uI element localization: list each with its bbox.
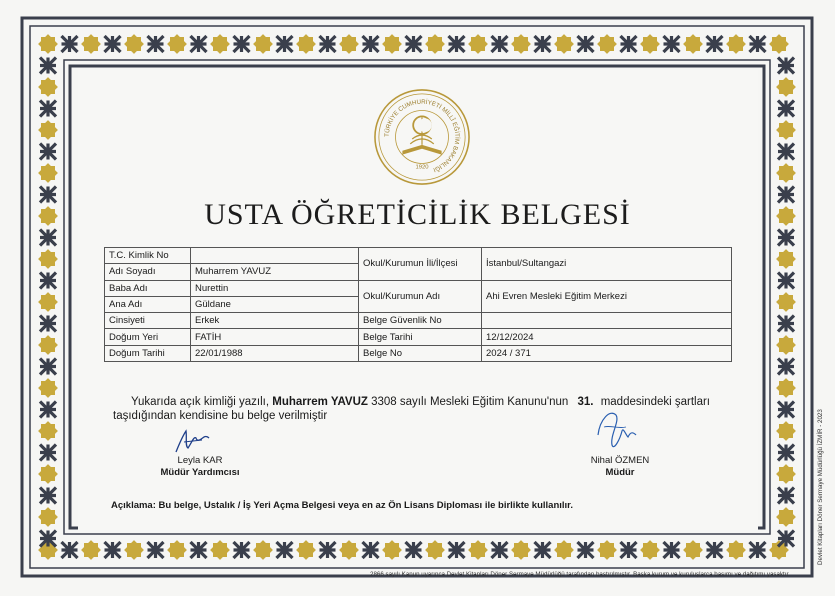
page-title: USTA ÖĞRETİCİLİK BELGESİ [204, 198, 631, 231]
statement-name: Muharrem YAVUZ [272, 396, 368, 408]
school-city-value: İstanbul/Sultangazi [482, 248, 732, 281]
birthplace-value: FATİH [191, 329, 359, 345]
border-knot-ornament [449, 542, 465, 558]
border-star-ornament [776, 249, 796, 269]
border-knot-ornament [778, 488, 794, 504]
border-knot-ornament [406, 36, 422, 52]
mother-value: Güldane [191, 296, 359, 312]
border-knot-ornament [778, 445, 794, 461]
border-star-ornament [776, 335, 796, 355]
border-knot-ornament [148, 542, 164, 558]
birthdate-value: 22/01/1988 [191, 345, 359, 361]
border-star-ornament [468, 34, 488, 54]
border-star-ornament [554, 34, 574, 54]
border-star-ornament [167, 540, 187, 560]
border-knot-ornament [664, 542, 680, 558]
tc-label: T.C. Kimlik No [105, 248, 191, 264]
border-star-ornament [167, 34, 187, 54]
left-signatory-name: Leyla KAR [177, 455, 223, 466]
border-star-ornament [776, 120, 796, 140]
date-label: Belge Tarihi [359, 329, 482, 345]
border-star-ornament [38, 292, 58, 312]
border-star-ornament [38, 378, 58, 398]
border-star-ornament [511, 540, 531, 560]
table-row [105, 313, 732, 329]
border-knot-ornament [40, 359, 56, 375]
mother-label: Ana Adı [105, 296, 191, 312]
table-row [105, 280, 732, 296]
border-knot-ornament [778, 273, 794, 289]
right-signature [592, 405, 642, 453]
border-star-ornament [683, 34, 703, 54]
border-star-ornament [640, 34, 660, 54]
border-star-ornament [38, 249, 58, 269]
border-star-ornament [253, 34, 273, 54]
border-knot-ornament [778, 58, 794, 74]
border-knot-ornament [148, 36, 164, 52]
border-knot-ornament [750, 36, 766, 52]
tc-value [191, 248, 359, 264]
border-star-ornament [38, 120, 58, 140]
border-knot-ornament [40, 273, 56, 289]
birthdate-label: Doğum Tarihi [105, 345, 191, 361]
border-knot-ornament [363, 542, 379, 558]
border-star-ornament [253, 540, 273, 560]
border-star-ornament [425, 34, 445, 54]
border-star-ornament [38, 464, 58, 484]
border-star-ornament [296, 34, 316, 54]
border-star-ornament [776, 378, 796, 398]
border-knot-ornament [492, 36, 508, 52]
border-knot-ornament [320, 542, 336, 558]
border-knot-ornament [40, 488, 56, 504]
border-star-ornament [597, 34, 617, 54]
side-text: Devlet Kitapları Döner Sermaye Müdürlüğü İZMİR - 2023 [817, 409, 824, 565]
border-star-ornament [296, 540, 316, 560]
border-star-ornament [726, 34, 746, 54]
border-star-ornament [769, 34, 789, 54]
border-star-ornament [776, 421, 796, 441]
border-knot-ornament [535, 36, 551, 52]
school-name-value: Ahi Evren Mesleki Eğitim Merkezi [482, 280, 732, 313]
document-no-value: 2024 / 371 [482, 345, 732, 361]
border-knot-ornament [578, 542, 594, 558]
border-star-ornament [640, 540, 660, 560]
border-star-ornament [511, 34, 531, 54]
table-row [105, 248, 732, 264]
border-star-ornament [776, 163, 796, 183]
border-knot-ornament [40, 445, 56, 461]
svg-text:1920: 1920 [415, 164, 429, 171]
border-knot-ornament [277, 542, 293, 558]
footer-text: 2866 sayılı Kanun uyarınca Devlet Kitapları Döner Sermaye Müdürlüğü tarafından bastırılmıştır. Başka kurum ve kuruluşlarca basımı ve dağıtımı yasaktır. [370, 571, 790, 578]
border-knot-ornament [492, 542, 508, 558]
date-value: 12/12/2024 [482, 329, 732, 345]
explanation-note: Açıklama: Bu belge, Ustalık / İş Yeri Açma Belgesi veya en az Ön Lisans Diploması ile birlikte kullanılır. [111, 500, 573, 511]
border-star-ornament [776, 292, 796, 312]
border-knot-ornament [621, 542, 637, 558]
border-knot-ornament [191, 36, 207, 52]
svg-text:TÜRKİYE CUMHURİYETİ MİLLÎ EĞİT: TÜRKİYE CUMHURİYETİ MİLLÎ EĞİTİM BAKANLIĞI [383, 98, 461, 174]
border-star-ornament [339, 34, 359, 54]
table-row [105, 345, 732, 361]
border-star-ornament [382, 540, 402, 560]
border-knot-ornament [62, 36, 78, 52]
statement-article: 31. [577, 396, 594, 408]
border-star-ornament [554, 540, 574, 560]
name-label: Adı Soyadı [105, 264, 191, 280]
security-value [482, 313, 732, 329]
border-star-ornament [683, 540, 703, 560]
border-star-ornament [38, 421, 58, 441]
border-star-ornament [776, 507, 796, 527]
border-star-ornament [776, 77, 796, 97]
border-star-ornament [81, 540, 101, 560]
border-knot-ornament [778, 144, 794, 160]
border-knot-ornament [234, 36, 250, 52]
border-star-ornament [124, 34, 144, 54]
security-label: Belge Güvenlik No [359, 313, 482, 329]
border-knot-ornament [778, 531, 794, 547]
border-star-ornament [38, 335, 58, 355]
border-knot-ornament [62, 542, 78, 558]
border-star-ornament [210, 540, 230, 560]
table-row [105, 329, 732, 345]
father-label: Baba Adı [105, 280, 191, 296]
name-value: Muharrem YAVUZ [191, 264, 359, 280]
border-knot-ornament [621, 36, 637, 52]
border-knot-ornament [40, 402, 56, 418]
border-star-ornament [210, 34, 230, 54]
border-knot-ornament [664, 36, 680, 52]
border-knot-ornament [406, 542, 422, 558]
document-no-label: Belge No [359, 345, 482, 361]
gender-label: Cinsiyeti [105, 313, 191, 329]
border-knot-ornament [750, 542, 766, 558]
school-city-label: Okul/Kurumun İli/İlçesi [359, 248, 482, 281]
border-star-ornament [38, 507, 58, 527]
border-knot-ornament [320, 36, 336, 52]
statement-part1: Yukarıda açık kimliği yazılı, [131, 396, 270, 408]
statement-part2: 3308 sayılı Mesleki Eğitim Kanunu'nun [371, 396, 569, 408]
border-knot-ornament [277, 36, 293, 52]
border-knot-ornament [778, 402, 794, 418]
birthplace-label: Doğum Yeri [105, 329, 191, 345]
border-star-ornament [339, 540, 359, 560]
border-knot-ornament [449, 36, 465, 52]
border-star-ornament [38, 34, 58, 54]
left-signatory-title: Müdür Yardımcısı [160, 467, 240, 478]
border-knot-ornament [105, 542, 121, 558]
border-star-ornament [597, 540, 617, 560]
border-star-ornament [81, 34, 101, 54]
border-knot-ornament [707, 36, 723, 52]
left-signature [172, 428, 210, 454]
father-value: Nurettin [191, 280, 359, 296]
border-star-ornament [124, 540, 144, 560]
ministry-seal [373, 88, 471, 186]
border-knot-ornament [778, 316, 794, 332]
statement-line2: taşıdığından kendisine bu belge verilmiştir [113, 410, 328, 422]
border-knot-ornament [363, 36, 379, 52]
border-star-ornament [726, 540, 746, 560]
border-star-ornament [382, 34, 402, 54]
border-knot-ornament [707, 542, 723, 558]
school-name-label: Okul/Kurumun Adı [359, 280, 482, 313]
border-knot-ornament [40, 101, 56, 117]
border-star-ornament [425, 540, 445, 560]
border-knot-ornament [40, 58, 56, 74]
border-knot-ornament [578, 36, 594, 52]
border-knot-ornament [105, 36, 121, 52]
border-knot-ornament [778, 101, 794, 117]
border-star-ornament [468, 540, 488, 560]
border-knot-ornament [40, 316, 56, 332]
border-knot-ornament [234, 542, 250, 558]
border-knot-ornament [40, 144, 56, 160]
border-knot-ornament [191, 542, 207, 558]
info-table [104, 247, 732, 362]
right-signatory-title: Müdür [605, 467, 635, 478]
right-signatory-name: Nihal ÖZMEN [590, 455, 650, 466]
gender-value: Erkek [191, 313, 359, 329]
border-star-ornament [38, 163, 58, 183]
border-knot-ornament [535, 542, 551, 558]
border-star-ornament [38, 77, 58, 97]
statement-part3: maddesindeki şartları [600, 396, 711, 408]
border-knot-ornament [40, 531, 56, 547]
border-star-ornament [776, 464, 796, 484]
border-knot-ornament [778, 359, 794, 375]
